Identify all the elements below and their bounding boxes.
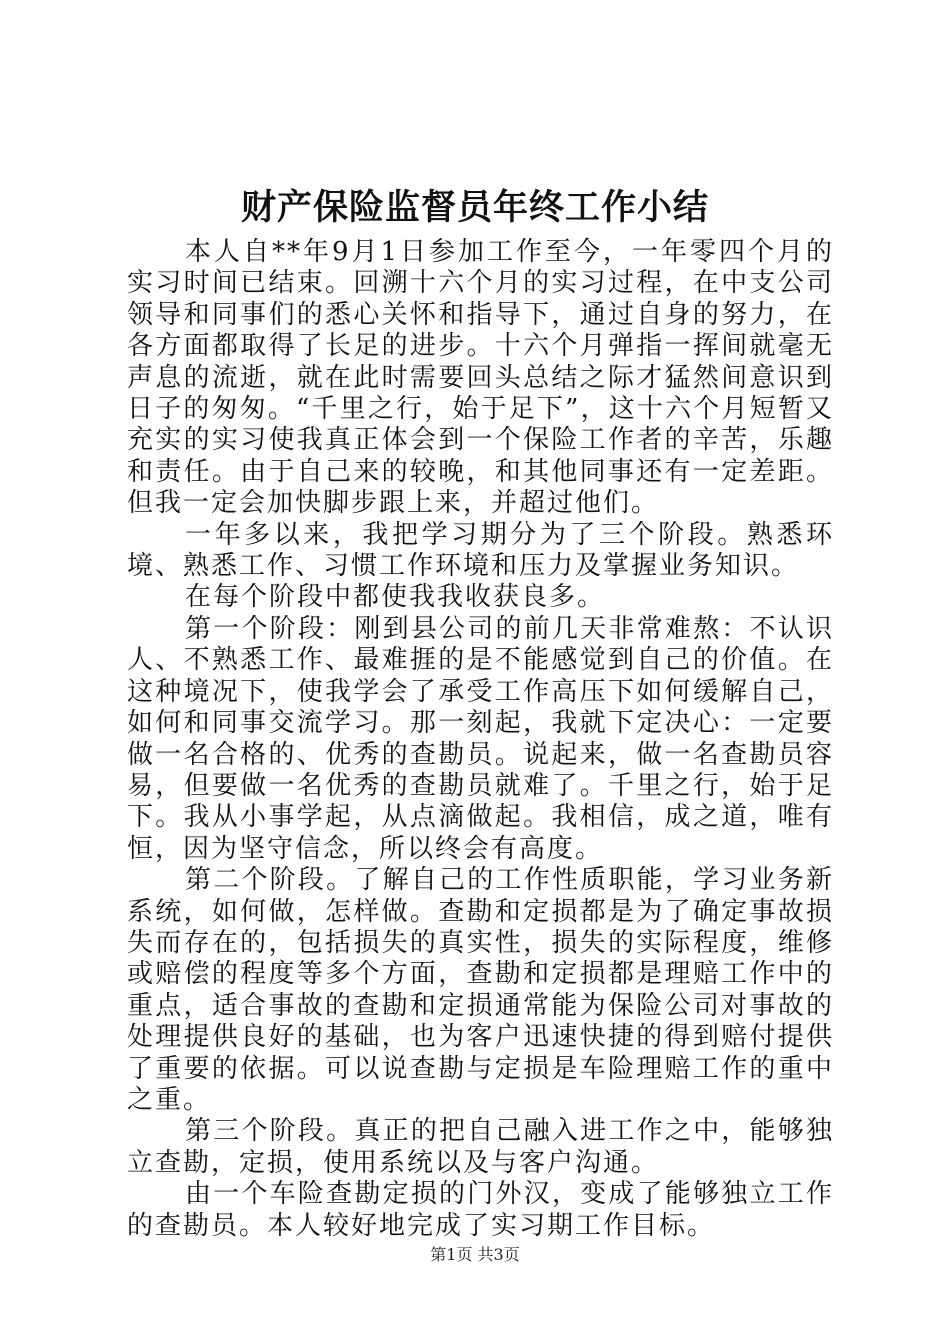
paragraph-intro: 本人自**年9月1日参加工作至今，一年零四个月的实习时间已结束。回溯十六个月的实习过程，在中支公司领导和同事们的悉心关怀和指导下，通过自身的努力，在各方面都取得了长足的进步。十六个月弹指一挥间就毫无声息的流逝，就在此时需要回头总结之际才猛然间意识到日子的匆匆。“千里之行，始于足下”，这十六个月短暂又充实的实习使我真正体会到一个保险工作者的辛苦，乐趣和责任。由于自己来的较晚，和其他同事还有一定差距。但我一定会加快脚步跟上来，并超过他们。	[127, 237, 834, 519]
document-title: 财产保险监督员年终工作小结	[240, 187, 709, 228]
paragraph-stage-one: 第一个阶段：刚到县公司的前几天非常难熬：不认识人、不熟悉工作、最难捱的是不能感觉到自己的价值。在这种境况下，使我学会了承受工作高压下如何缓解自己，如何和同事交流学习。那一刻起，我就下定决心：一定要做一名合格的、优秀的查勘员。说起来，做一名查勘员容易，但要做一名优秀的查勘员就难了。千里之行，始于足下。我从小事学起，从点滴做起。我相信，成之道，唯有恒，因为坚守信念，所以终会有高度。	[127, 613, 834, 864]
paragraph-stage-three: 第三个阶段。真正的把自己融入进工作之中，能够独立查勘，定损，使用系统以及与客户沟通。	[127, 1116, 834, 1178]
document-body	[127, 237, 834, 1242]
paragraph-stages-overview: 一年多以来，我把学习期分为了三个阶段。熟悉环境、熟悉工作、习惯工作环境和压力及掌握业务知识。	[127, 519, 834, 582]
paragraph-conclusion: 由一个车险查勘定损的门外汉，变成了能够独立工作的查勘员。本人较好地完成了实习期工作目标。	[127, 1179, 834, 1241]
page-number: 第1页 共3页	[430, 1245, 520, 1264]
paragraph-gains: 在每个阶段中都使我我收获良多。	[185, 582, 606, 613]
paragraph-stage-two: 第二个阶段。了解自己的工作性质职能，学习业务新系统，如何做，怎样做。查勘和定损都是为了确定事故损失而存在的，包括损失的真实性，损失的实际程度，维修或赔偿的程度等多个方面，查勘和定损都是理赔工作中的重点，适合事故的查勘和定损通常能为保险公司对事故的处理提供良好的基础，也为客户迅速快捷的得到赔付提供了重要的依据。可以说查勘与定损是车险理赔工作的重中之重。	[127, 865, 834, 1115]
